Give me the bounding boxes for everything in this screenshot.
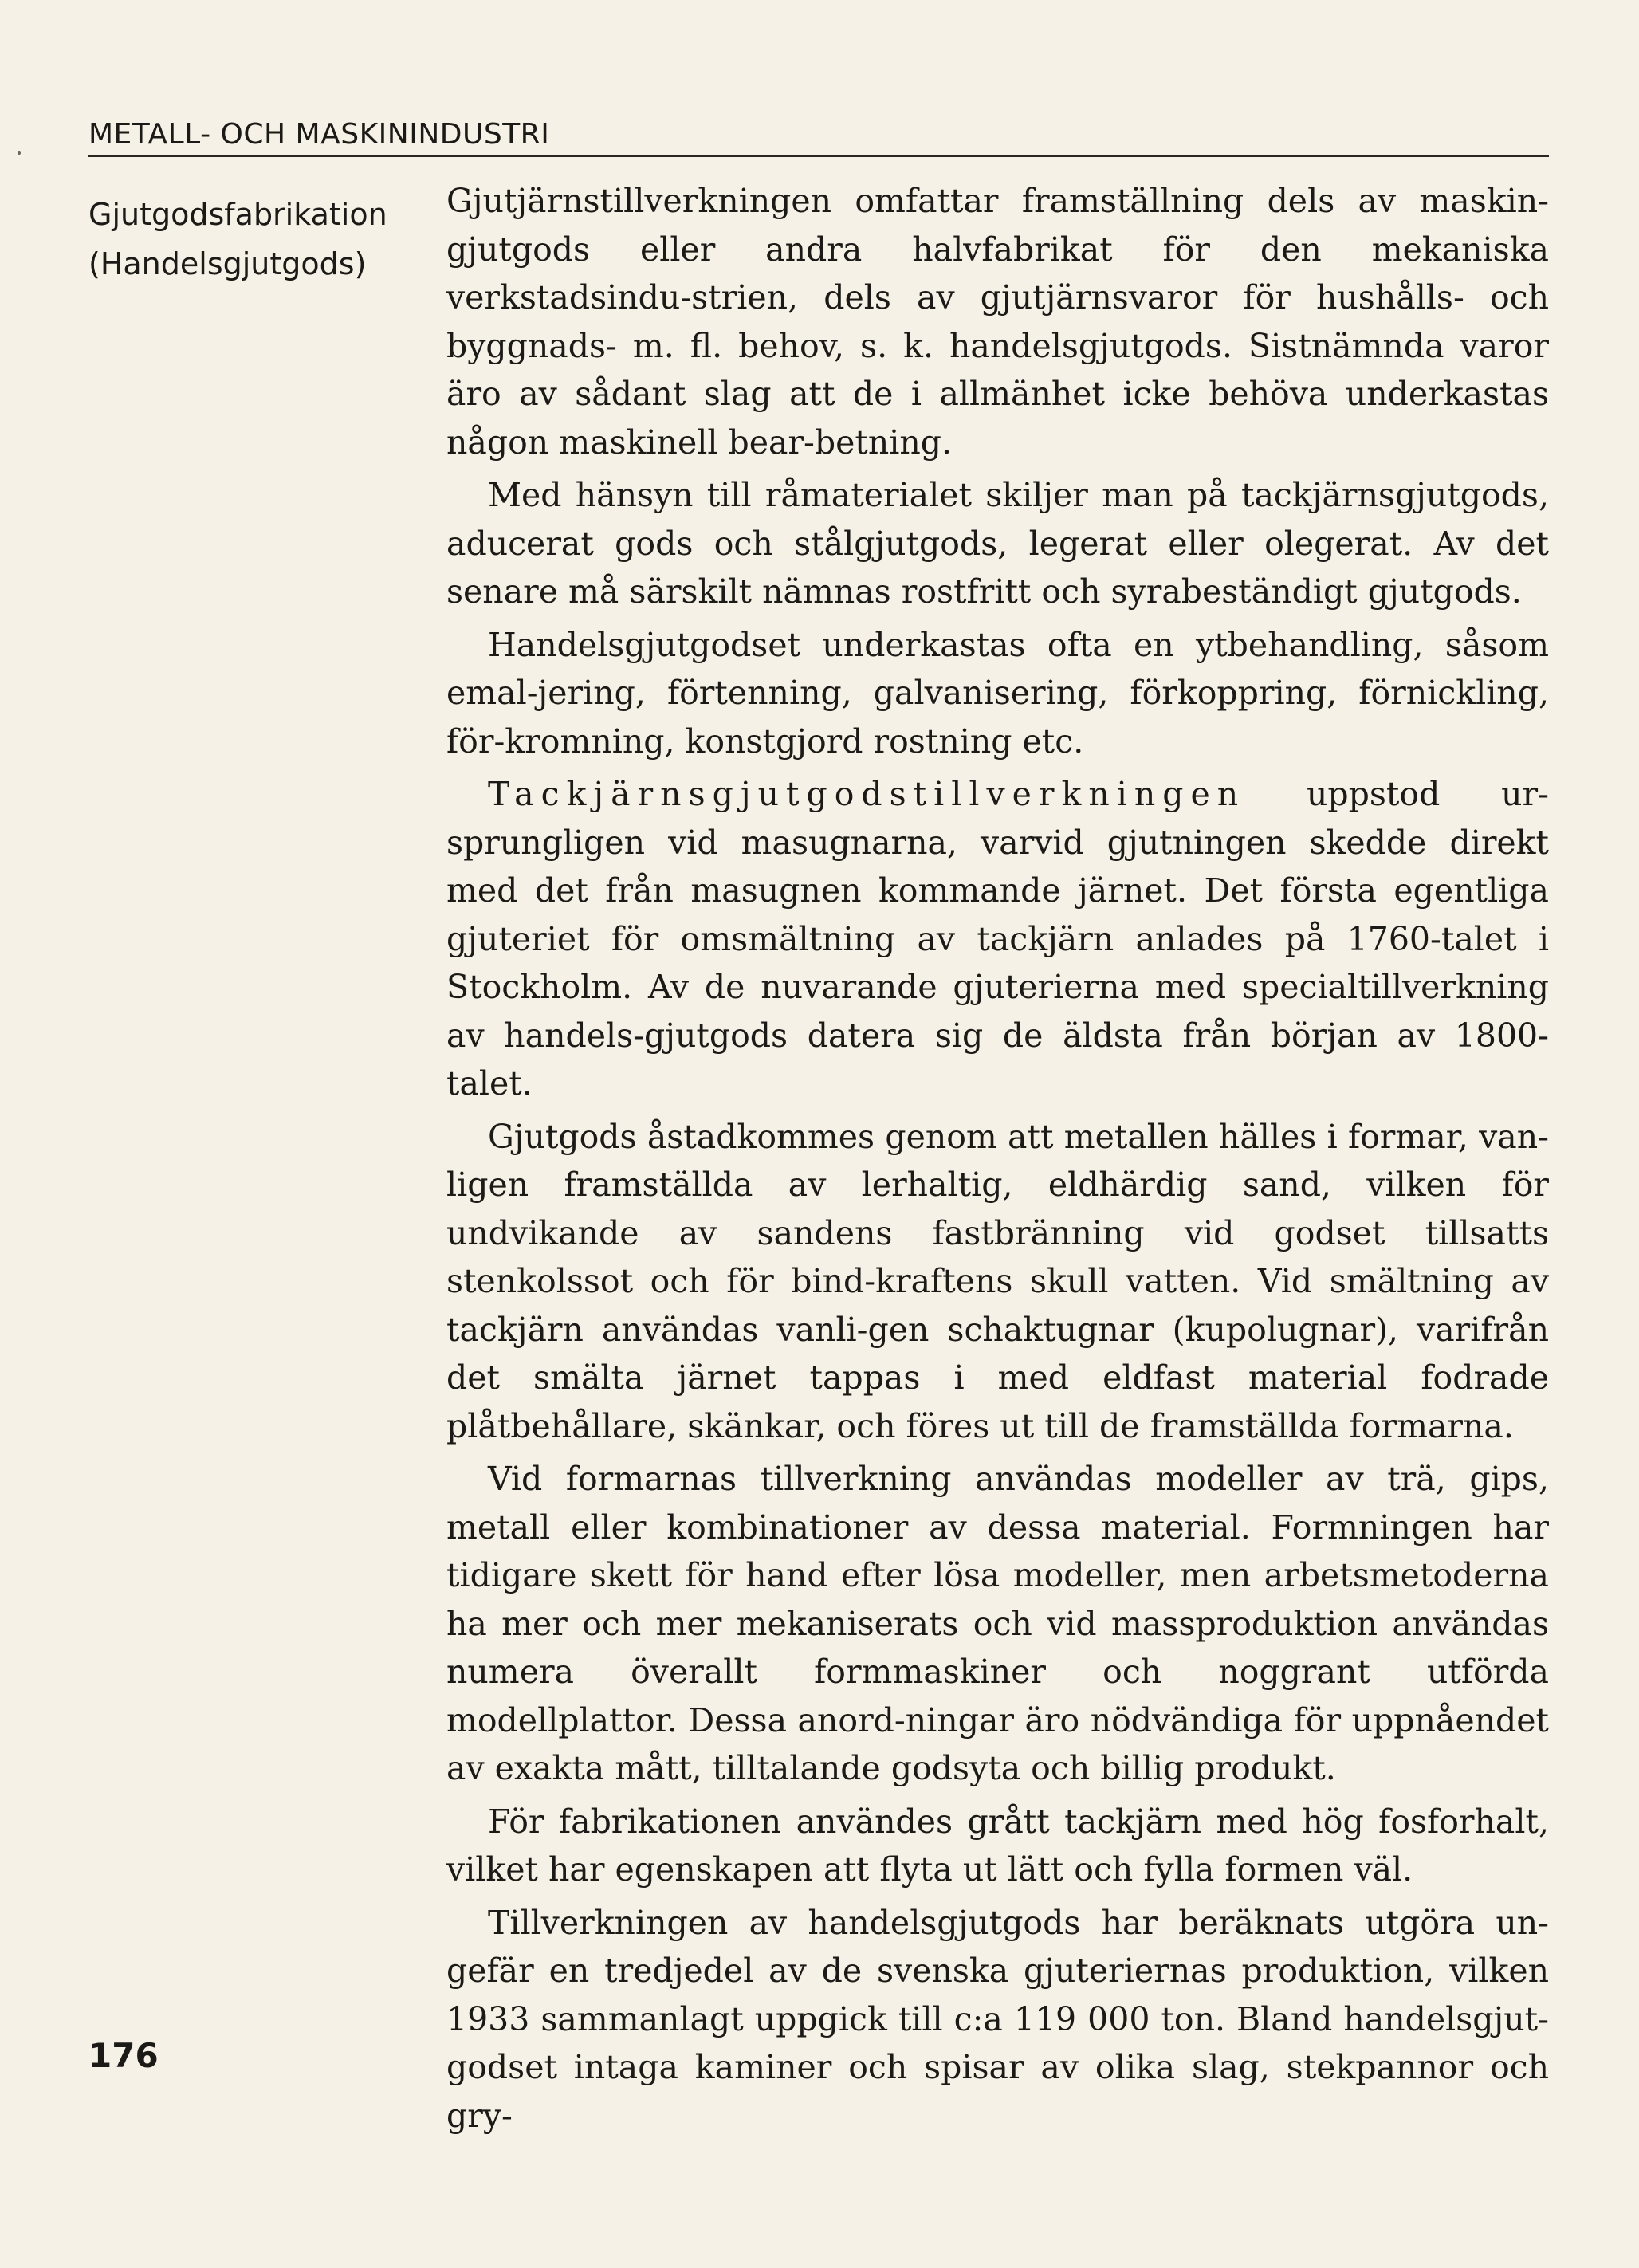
- paragraph-4-text: uppstod ur-sprungligen vid masugnarna, varvid gjutningen skedde direkt med det från masugnen kommande järnet. Det första egentliga gjuteriet för omsmältning av tackjärn anlades på 1760-talet i Stockholm. Av de nuvarande gjuterierna med specialtillverkning av handels-gjutgods datera sig de äldsta från början av 1800-talet.: [446, 775, 1549, 1103]
- paragraph-5: Gjutgods åstadkommes genom att metallen hälles i formar, van-ligen framställda av lerhaltig, eldhärdig sand, vilken för undvikande av sandens fastbränning vid godset tillsatts stenkolssot och för bind-kraftens skull vatten. Vid smältning av tackjärn användas vanli-gen schaktugnar (kupolugnar), varifrån det smälta järnet tappas i med eldfast material fodrade plåtbehållare, skänkar, och föres ut till de framställda formarna.: [446, 1117, 1549, 1445]
- margin-heading: [88, 190, 387, 289]
- spaced-lead-term: Tackjärnsgjutgodstillverkningen: [488, 775, 1246, 813]
- margin-heading-line-1: Gjutgodsfabrikation: [88, 197, 387, 232]
- header-rule: [88, 155, 1549, 157]
- paragraph-1: Gjutjärnstillverkningen omfattar framställning dels av maskin-gjutgods eller andra halvfabrikat för den mekaniska verkstadsindu-strien, dels av gjutjärnsvaror för hushålls- och byggnads- m. fl. behov, s. k. handelsgjutgods. Sistnämnda varor äro av sådant slag att de i allmänhet icke behöva underkastas någon maskinell bear-betning.: [446, 182, 1549, 462]
- paragraph-8: Tillverkningen av handelsgjutgods har beräknats utgöra un-gefär en tredjedel av de svenska gjuteriernas produktion, vilken 1933 sammanlagt uppgick till c:a 119 000 ton. Bland handelsgjut-godset intaga kaminer och spisar av olika slag, stekpannor och gry-: [446, 1903, 1549, 2135]
- paragraph-7: För fabrikationen användes grått tackjärn med hög fosforhalt, vilket har egenskapen att flyta ut lätt och fylla formen väl.: [446, 1802, 1549, 1889]
- paragraph-4: [446, 770, 1549, 1108]
- paper-speck: [18, 151, 21, 155]
- page-number: 176: [88, 2036, 159, 2075]
- paragraph-3: Handelsgjutgodset underkastas ofta en ytbehandling, såsom emal-jering, förtenning, galvanisering, förkoppring, förnickling, för-kromning, konstgjord rostning etc.: [446, 625, 1549, 761]
- margin-heading-line-2: (Handelsgjutgods): [88, 246, 367, 281]
- paragraph-2: Med hänsyn till råmaterialet skiljer man på tackjärnsgjutgods, aducerat gods och stålgjutgods, legerat eller olegerat. Av det senare må särskilt nämnas rostfritt och syrabeständigt gjutgods.: [446, 476, 1549, 611]
- body-text: [446, 177, 1549, 2144]
- paragraph-6: Vid formarnas tillverkning användas modeller av trä, gips, metall eller kombinationer av dessa material. Formningen har tidigare skett för hand efter lösa modeller, men arbetsmetoderna ha mer och mer mekaniserats och vid massproduktion användas numera överallt formmaskiner och noggrant utförda modellplattor. Dessa anord-ningar äro nödvändiga för uppnåendet av exakta mått, tilltalande godsyta och billig produkt.: [446, 1460, 1549, 1787]
- running-head: METALL- OCH MASKININDUSTRI: [88, 118, 550, 151]
